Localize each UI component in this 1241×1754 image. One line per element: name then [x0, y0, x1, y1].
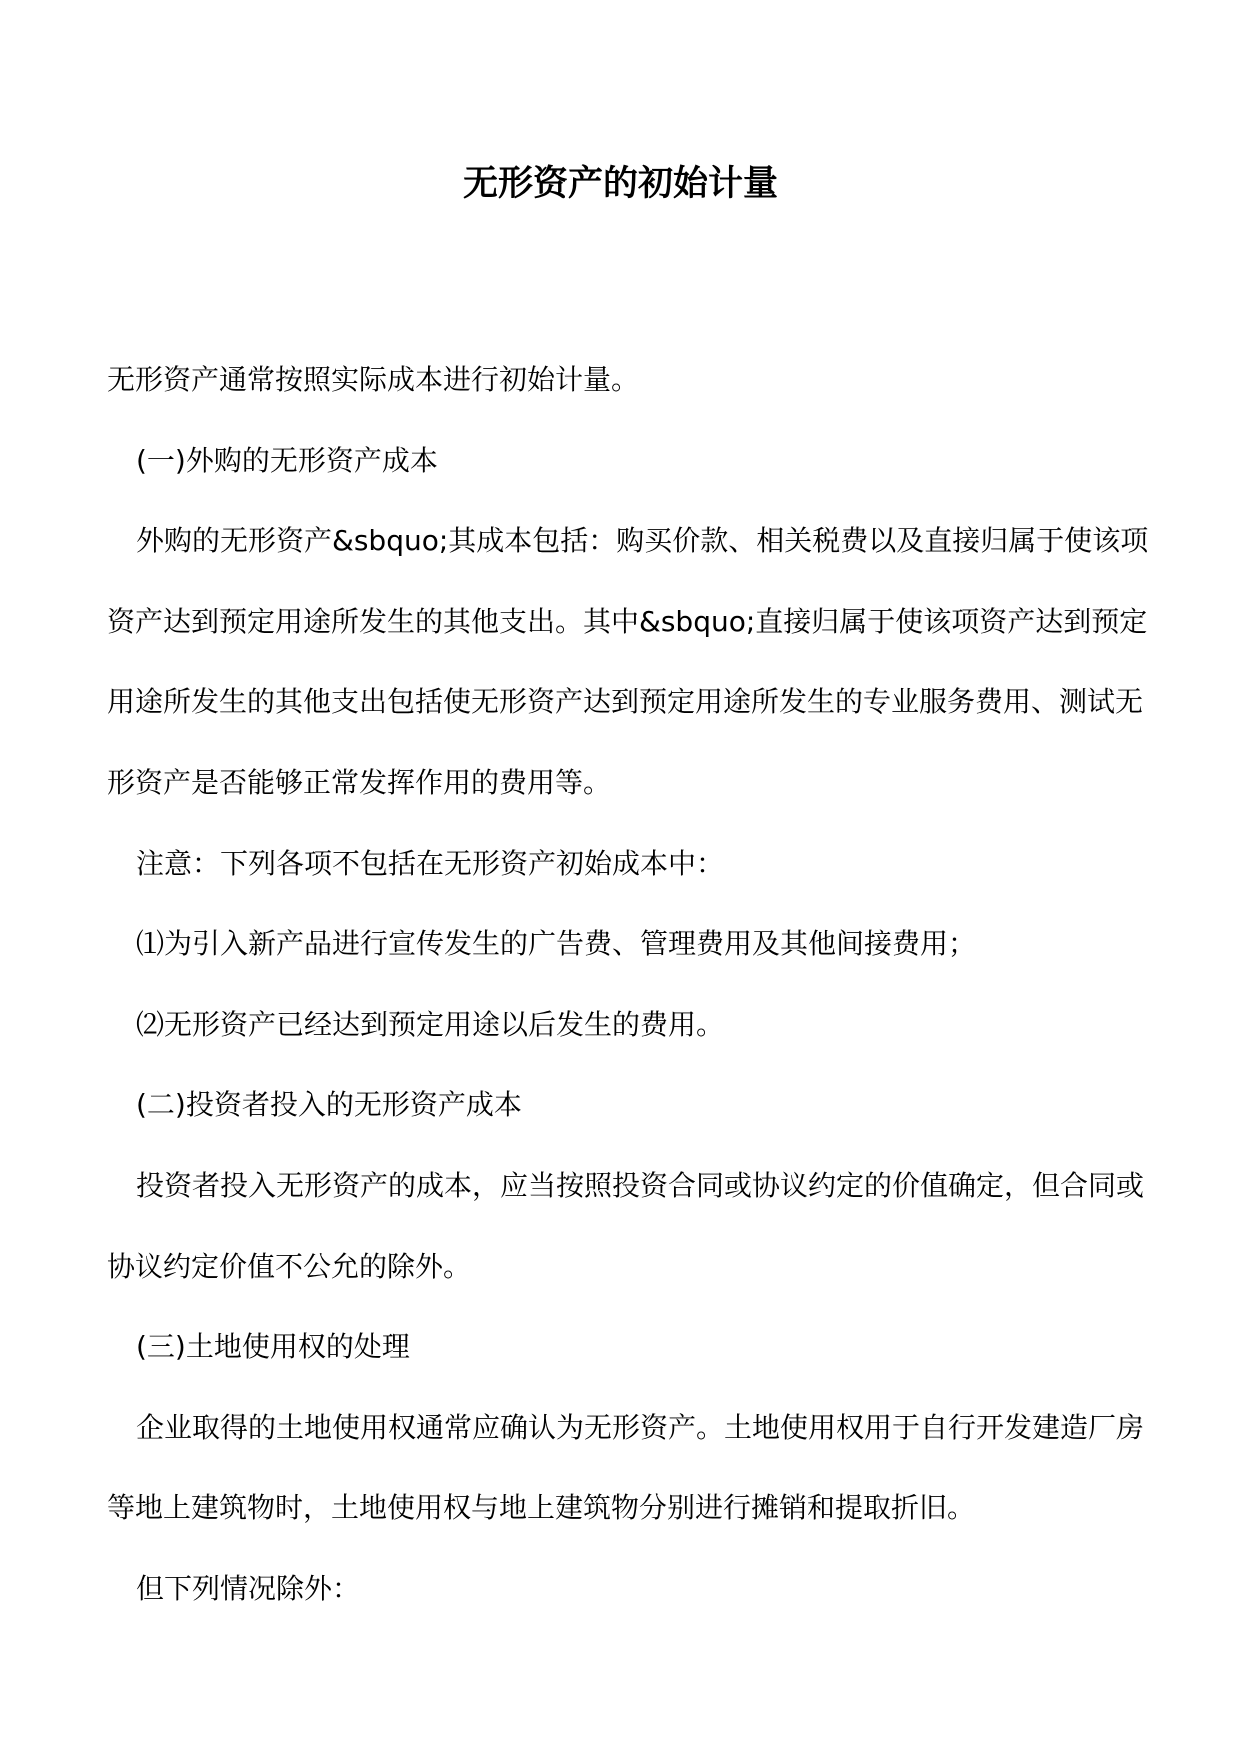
document-body [107, 340, 1157, 1630]
section-heading-1: (一)外购的无形资产成本 [136, 443, 438, 477]
paragraph-investor-cost: 投资者投入无形资产的成本，应当按照投资合同或协议约定的价值确定，但合同或协议约定价值不公允的除外。 [107, 1168, 1145, 1283]
section-heading-2: (二)投资者投入的无形资产成本 [136, 1088, 522, 1122]
document-title: 无形资产的初始计量 [462, 163, 778, 204]
section-heading-3: (三)土地使用权的处理 [136, 1330, 410, 1364]
paragraph-land-use: 企业取得的土地使用权通常应确认为无形资产。土地使用权用于自行开发建造厂房等地上建筑物时，土地使用权与地上建筑物分别进行摊销和提取折旧。 [107, 1410, 1145, 1525]
paragraph-exceptions: 但下列情况除外： [136, 1571, 361, 1605]
list-item-2: ⑵无形资产已经达到预定用途以后发生的费用。 [136, 1007, 725, 1041]
list-item-1: ⑴为引入新产品进行宣传发生的广告费、管理费用及其他间接费用； [136, 927, 977, 961]
paragraph-purchased-cost: 外购的无形资产&sbquo;其成本包括：购买价款、相关税费以及直接归属于使该项资产达到预定用途所发生的其他支出。其中&sbquo;直接归属于使该项资产达到预定用途所发生的其他支出包括使无形资产达到预定用途所发生的专业服务费用、测试无形资产是否能够正常发挥作用的费用等。 [107, 524, 1149, 799]
paragraph-note: 注意：下列各项不包括在无形资产初始成本中： [136, 846, 725, 880]
paragraph-intro: 无形资产通常按照实际成本进行初始计量。 [107, 363, 640, 396]
